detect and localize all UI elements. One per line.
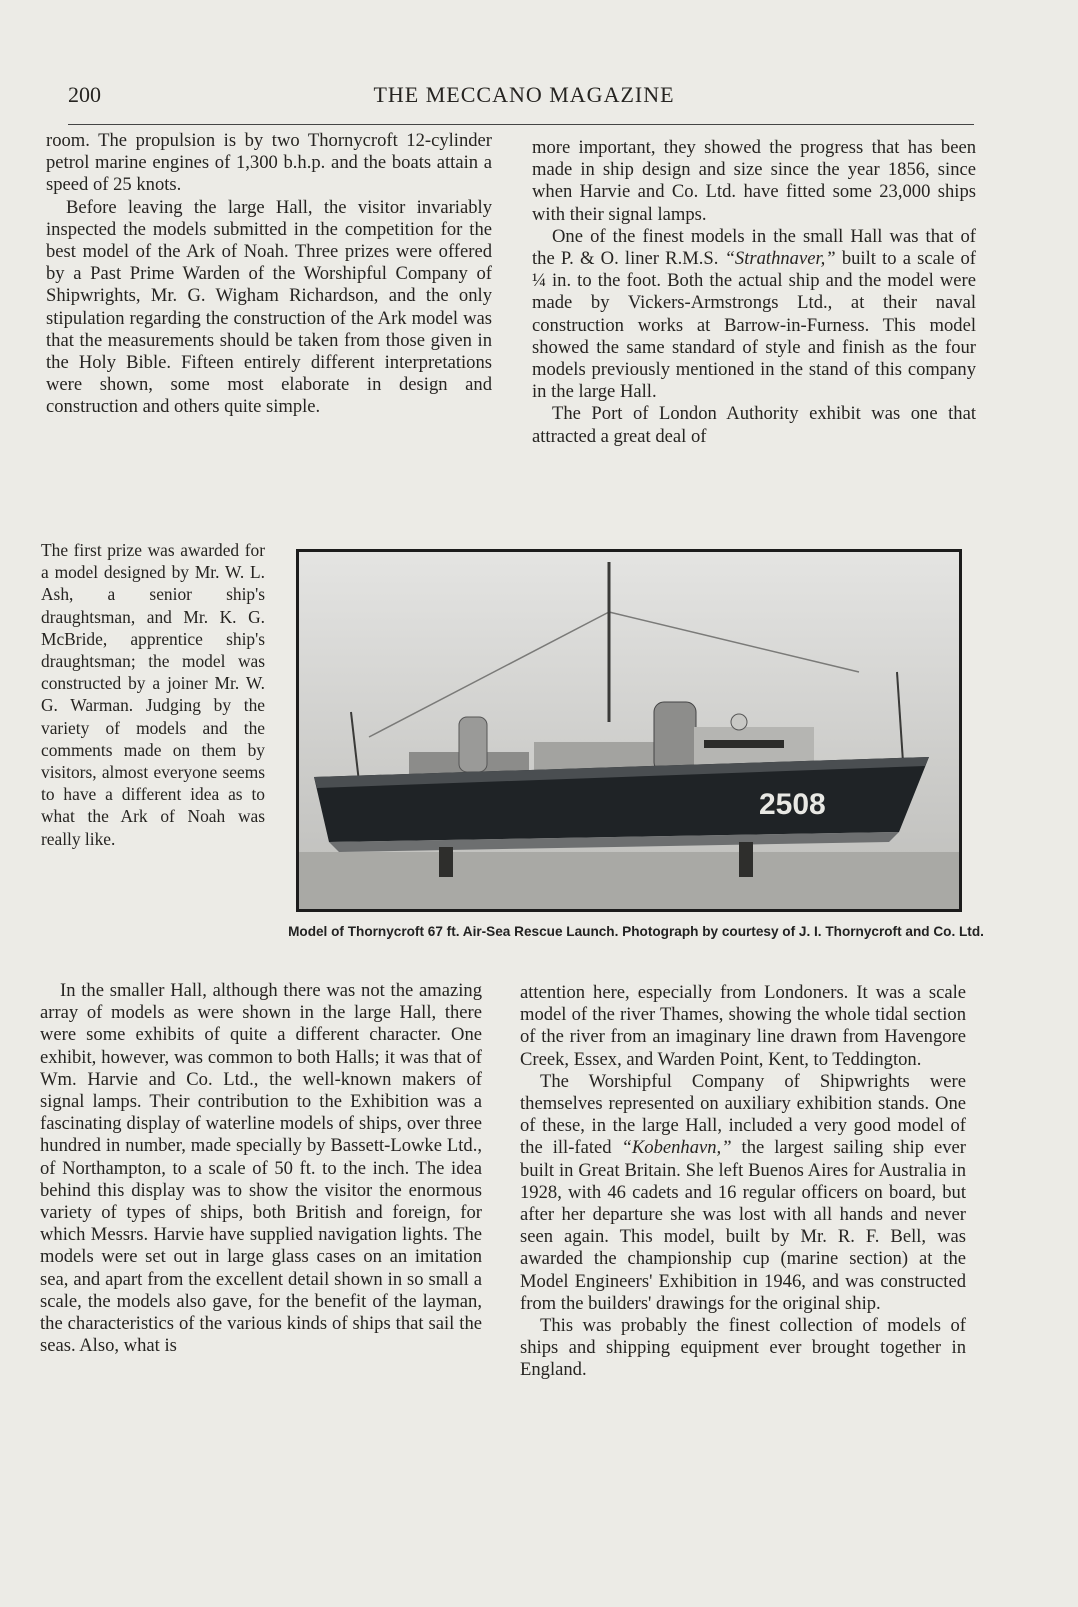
left-column-bottom	[40, 980, 482, 1357]
page-header	[68, 82, 980, 116]
ship-name: “Strathnaver,”	[724, 248, 836, 270]
paragraph: Before leaving the large Hall, the visitor invariably inspected the models submitted in the competition for the best model of the Ark of Noah. Three prizes were offered by a Past Prime Warden of the Worshipful Company of Shipwrights, Mr. G. Wigham Richardson, and the only stipulation regarding the construction of the Ark model was that the measurements should be taken from those given in the Holy Bible. Fifteen entirely different interpretations were shown, some most elaborate in design and construction and others quite simple.	[46, 196, 492, 418]
paragraph: In the smaller Hall, although there was not the amazing array of models as were shown in the large Hall, there were some exhibits of quite a different character. One exhibit, however, was common to both Halls; it was that of Wm. Harvie and Co. Ltd., the well-known makers of signal lamps. Their contribution to the Exhibition was a fascinating display of waterline models of ships, over three hundred in number, made specially by Bassett-Lowke Ltd., of Northampton, to a scale of 50 ft. to the inch. The idea behind this display was to show the visitor the enormous variety of types of ships, both British and foreign, for which Messrs. Harvie have supplied navigation lights. The models were set out in large glass cases on an imitation sea, and apart from the excellent detail shown in so small a scale, the models also gave, for the benefit of the layman, the characteristics of the various kinds of ships that sail the seas. Also, what is	[40, 980, 482, 1357]
boat-illustration	[299, 552, 959, 909]
table-surface	[299, 852, 959, 909]
right-column-top	[532, 137, 976, 448]
paragraph: This was probably the finest collection of models of ships and shipping equipment ever brought together in England.	[520, 1315, 966, 1381]
paragraph: more important, they showed the progress that has been made in ship design and size since the year 1856, since when Harvie and Co. Ltd. have fitted some 23,000 ships with their signal lamps.	[532, 137, 976, 225]
text-run: built to a scale of ¼ in. to the foot. Both the actual ship and the model were made by Vickers-Armstrongs Ltd., at their naval construction works at Barrow-in-Furness. This model showed the same standard of style and finish as the four models previously mentioned in the stand of this company in the large Hall.	[532, 248, 977, 403]
paragraph	[532, 226, 976, 404]
stand-post	[739, 842, 753, 877]
paragraph: The Port of London Authority exhibit was one that attracted a great deal of	[532, 403, 976, 447]
paragraph: The first prize was awarded for a model designed by Mr. W. L. Ash, a senior ship's draughtsman, and Mr. K. G. McBride, apprentice ship's draughtsman; the model was constructed by a joiner Mr. W. G. Warman. Judging by the variety of models and the comments made on them by visitors, almost everyone seems to have a different idea as to what the Ark of Noah was really like.	[41, 540, 265, 849]
header-rule	[68, 124, 974, 125]
radar-dome	[731, 714, 747, 730]
aft-turret	[654, 702, 696, 772]
left-column-narrow	[41, 539, 265, 850]
page-number: 200	[68, 82, 101, 107]
stand-post	[439, 847, 453, 877]
photo-caption: Model of Thornycroft 67 ft. Air-Sea Rescue Launch. Photograph by courtesy of J. I. Thornycroft and Co. Ltd.	[288, 924, 984, 939]
paragraph: attention here, especially from Londoners. It was a scale model of the river Thames, showing the whole tidal section of the river from an imaginary line drawn from Havengore Creek, Essex, and Warden Point, Kent, to Teddington.	[520, 982, 966, 1070]
magazine-title: THE MECCANO MAGAZINE	[373, 82, 675, 107]
ship-name: “Kobenhavn,”	[621, 1137, 732, 1159]
hull-number: 2508	[759, 788, 826, 821]
paragraph	[520, 1071, 966, 1315]
gun-turret	[459, 717, 487, 772]
right-column-bottom	[520, 982, 966, 1382]
paragraph: room. The propulsion is by two Thornycroft 12-cylinder petrol marine engines of 1,300 b.h.p. and the boats attain a speed of 25 knots.	[46, 130, 492, 196]
text-run: the largest sailing ship ever built in Great Britain. She left Buenos Aires for Australia in 1928, with 46 cadets and 16 regular officers on board, but after her departure she was lost with all hands and never seen again. This model, built by Mr. R. F. Bell, was awarded the championship cup (marine section) at the Model Engineers' Exhibition in 1946, and was constructed from the builders' drawings for the original ship.	[520, 1137, 966, 1314]
text-run: The Worshipful Company of Shipwrights were themselves represented on auxiliary exhibition stands. One of these, in the large Hall, included a very good model of the ill-fated	[520, 1070, 966, 1159]
wheelhouse-windows	[704, 740, 784, 748]
launch-photograph	[296, 549, 962, 912]
text-run: One of the finest models in the small Hall was that of the P. & O. liner R.M.S.	[532, 225, 976, 270]
left-column-top	[46, 130, 492, 419]
